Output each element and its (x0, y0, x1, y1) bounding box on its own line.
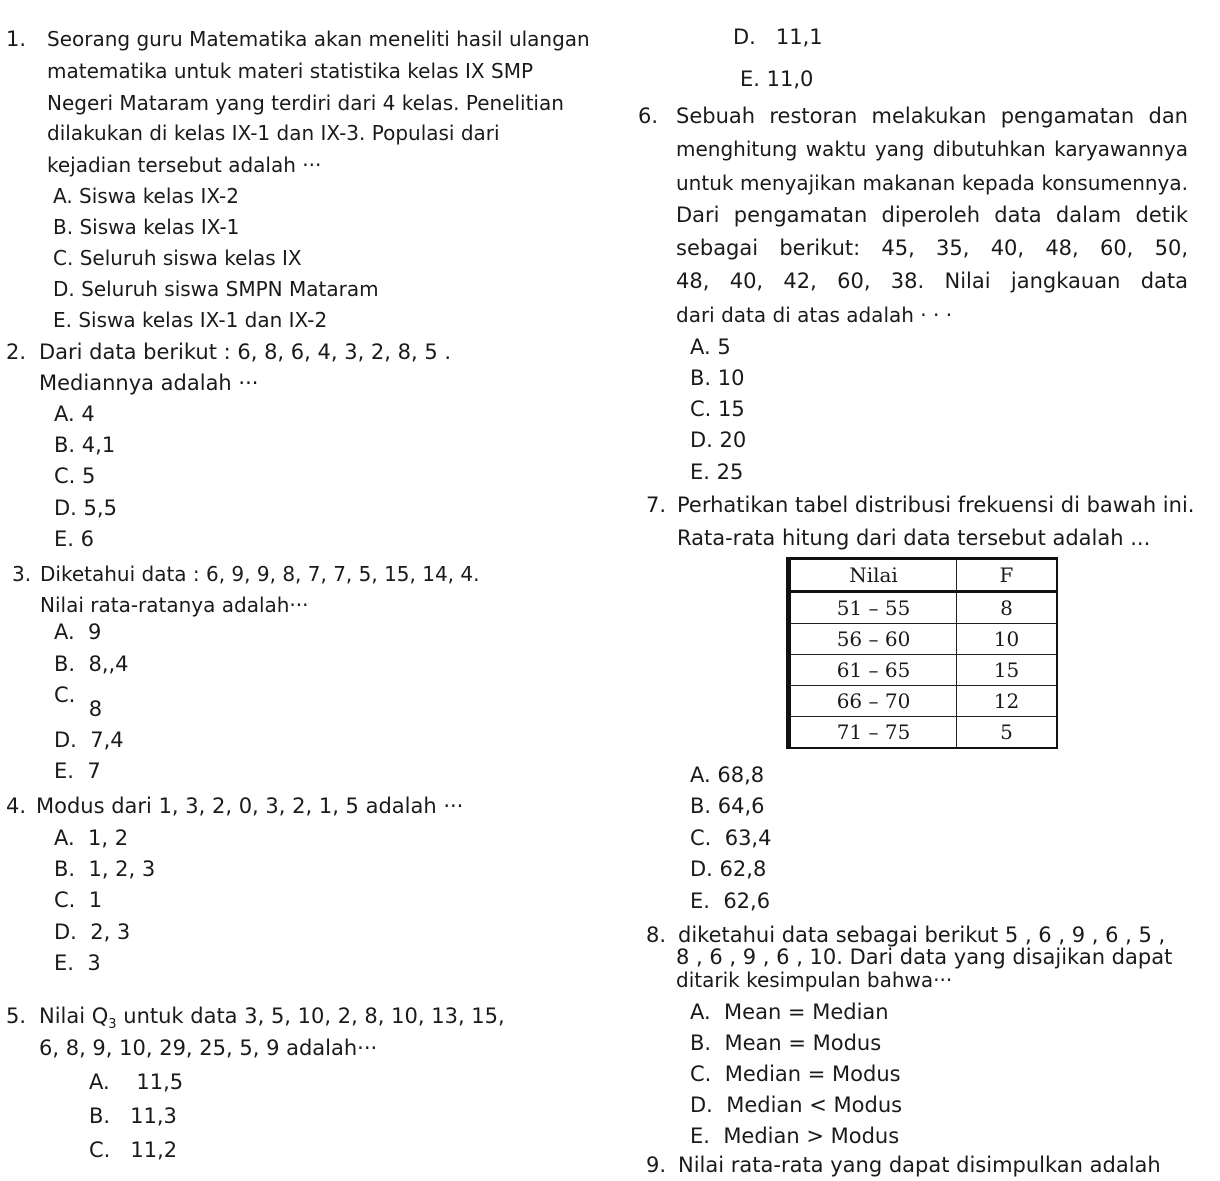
option-letter: C. (690, 826, 712, 850)
cell-nilai: 61 – 65 (789, 655, 957, 686)
question-number: 4. (6, 794, 27, 818)
option-c[interactable] (54, 885, 102, 916)
option-text: 5 (717, 335, 731, 359)
question-text-line: 6, 8, 9, 10, 29, 25, 5, 9 adalah··· (39, 1036, 378, 1060)
table-row (789, 717, 1058, 749)
option-text: 4,1 (81, 433, 116, 457)
option-d[interactable] (54, 493, 117, 524)
question-text-line: Perhatikan tabel distribusi frekuensi di bawah ini. (677, 493, 1195, 517)
option-e[interactable] (54, 524, 94, 555)
table-header-row (789, 559, 1058, 592)
option-d[interactable] (690, 425, 746, 456)
option-letter: A. (54, 402, 75, 426)
option-text: 7,4 (90, 728, 124, 752)
option-letter: A. (690, 335, 711, 359)
option-letter: E. (740, 67, 760, 91)
question-text-line: matematika untuk materi statistika kelas IX SMP (47, 59, 534, 83)
option-letter: D. (690, 857, 713, 881)
option-d[interactable] (54, 725, 124, 756)
option-text: 7 (87, 759, 101, 783)
option-text: 2, 3 (90, 920, 131, 944)
option-a[interactable] (54, 617, 101, 648)
option-text: 20 (719, 428, 747, 452)
option-text: 6 (80, 527, 95, 551)
option-e[interactable] (54, 756, 101, 787)
question-text-line: Diketahui data : 6, 9, 9, 8, 7, 7, 5, 15, 14, 4. (40, 562, 480, 586)
option-letter: C. (690, 1062, 712, 1086)
question-text-line: untuk menyajikan makanan kepada konsumennya. (676, 171, 1188, 195)
option-d[interactable] (690, 854, 766, 885)
option-e[interactable] (53, 305, 327, 336)
option-letter: E. (54, 527, 74, 551)
text-fragment: Nilai Q (39, 1004, 109, 1028)
cell-frequency: 12 (957, 686, 1058, 717)
option-letter: D. (54, 496, 77, 520)
option-letter: B. (690, 794, 712, 818)
option-letter: B. (89, 1104, 111, 1128)
option-c[interactable] (690, 823, 771, 854)
option-text: Median > Modus (723, 1124, 900, 1148)
option-letter: D. (54, 728, 77, 752)
cell-nilai: 71 – 75 (789, 717, 957, 749)
option-d[interactable] (690, 1090, 902, 1121)
option-c[interactable] (690, 1059, 901, 1090)
option-text: 8,,4 (88, 652, 129, 676)
question-number: 2. (6, 340, 27, 364)
option-text: 15 (718, 397, 745, 421)
option-letter: E. (690, 460, 710, 484)
option-a[interactable] (54, 823, 128, 854)
question-text-line: menghitung waktu yang dibutuhkan karyawannya (676, 137, 1188, 161)
cell-nilai: 56 – 60 (789, 624, 957, 655)
option-letter: B. (54, 652, 76, 676)
question-text-line: diketahui data sebagai berikut 5 , 6 , 9 , 6 , 5 , (678, 923, 1166, 947)
cell-frequency: 8 (957, 592, 1058, 624)
cell-frequency: 10 (957, 624, 1058, 655)
option-letter: E. (54, 759, 74, 783)
option-letter: C. (89, 1138, 111, 1162)
option-a[interactable] (690, 760, 764, 791)
question-number: 8. (646, 923, 667, 947)
option-a[interactable] (53, 181, 239, 212)
option-e[interactable] (690, 1121, 899, 1152)
option-d[interactable] (733, 22, 823, 53)
cell-frequency: 15 (957, 655, 1058, 686)
option-e[interactable] (740, 64, 813, 95)
option-text: 25 (716, 460, 744, 484)
question-number: 9. (646, 1153, 667, 1177)
question-text-line: Dari pengamatan diperoleh data dalam detik (676, 203, 1188, 227)
option-c[interactable] (690, 394, 745, 425)
option-letter: E. (54, 951, 74, 975)
option-letter: A. (690, 1000, 711, 1024)
option-letter: A. (54, 620, 75, 644)
option-text: Siswa kelas IX-1 dan IX-2 (78, 308, 328, 332)
question-text-line: sebagai berikut: 45, 35, 40, 48, 60, 50, (676, 236, 1188, 260)
question-text-line: Rata-rata hitung dari data tersebut adalah ... (677, 526, 1151, 550)
option-text: 5,5 (83, 496, 117, 520)
question-text-line: 8 , 6 , 9 , 6 , 10. Dari data yang disajikan dapat (676, 945, 1173, 969)
option-letter: D. (54, 920, 77, 944)
question-text-line: Mediannya adalah ··· (39, 371, 259, 395)
table-row (789, 592, 1058, 624)
question-text-line: Dari data berikut : 6, 8, 6, 4, 3, 2, 8, 5 . (39, 340, 452, 364)
option-e[interactable] (54, 948, 101, 979)
question-number: 5. (6, 1004, 27, 1028)
question-number: 3. (12, 562, 32, 586)
option-letter: D. (53, 277, 75, 301)
option-a[interactable] (690, 332, 731, 363)
question-text-line: dari data di atas adalah · · · (676, 303, 953, 327)
option-text: 1 (88, 888, 103, 912)
table-row (789, 655, 1058, 686)
question-number: 1. (6, 27, 27, 51)
option-letter: C. (54, 888, 76, 912)
option-text: 64,6 (717, 794, 765, 818)
option-c[interactable] (89, 1135, 177, 1166)
option-text: Seluruh siswa SMPN Mataram (81, 277, 379, 301)
option-letter: A. (53, 184, 73, 208)
option-text: 3 (87, 951, 101, 975)
table-row (789, 686, 1058, 717)
option-letter: B. (54, 857, 76, 881)
option-text: 10 (717, 366, 745, 390)
option-c[interactable] (54, 680, 103, 721)
option-text: 9 (88, 620, 102, 644)
option-b[interactable] (53, 212, 239, 243)
subscript: 3 (108, 1017, 117, 1033)
option-d[interactable] (53, 274, 379, 305)
option-text: 11,0 (766, 67, 814, 91)
question-text-line: Seorang guru Matematika akan meneliti hasil ulangan (47, 27, 590, 51)
option-text: Mean = Median (724, 1000, 889, 1024)
question-text-line: dilakukan di kelas IX-1 dan IX-3. Populasi dari (47, 121, 500, 145)
option-text: Siswa kelas IX-2 (79, 184, 239, 208)
option-e[interactable] (690, 886, 770, 917)
option-text: Median < Modus (726, 1093, 903, 1117)
option-text: 62,6 (723, 889, 771, 913)
option-text: 1, 2 (88, 826, 129, 850)
option-b[interactable] (89, 1101, 177, 1132)
option-c[interactable] (54, 461, 95, 492)
option-text: 11,2 (130, 1138, 178, 1162)
option-letter: C. (54, 464, 76, 488)
option-text: 68,8 (717, 763, 765, 787)
question-text-line: 48, 40, 42, 60, 38. Nilai jangkauan data (676, 269, 1188, 293)
text-fragment: untuk data 3, 5, 10, 2, 8, 10, 13, 15, (116, 1004, 505, 1028)
option-b[interactable] (690, 363, 745, 394)
question-text-line: Modus dari 1, 3, 2, 0, 3, 2, 1, 5 adalah ··· (36, 794, 464, 818)
question-text-line: Negeri Mataram yang terdiri dari 4 kelas. Penelitian (47, 91, 564, 115)
option-text: 4 (81, 402, 95, 426)
option-letter: A. (54, 826, 75, 850)
option-letter: B. (690, 1031, 712, 1055)
cell-nilai: 51 – 55 (789, 592, 957, 624)
table-row (789, 624, 1058, 655)
option-text: 63,4 (724, 826, 772, 850)
option-text: 11,3 (130, 1104, 177, 1128)
option-letter: B. (54, 433, 76, 457)
question-text-line: Sebuah restoran melakukan pengamatan dan (676, 104, 1188, 128)
option-letter: C. (690, 397, 712, 421)
column-header-f: F (957, 559, 1058, 592)
question-number: 7. (646, 493, 667, 517)
option-letter: E. (53, 308, 72, 332)
option-text: 11,1 (775, 25, 823, 49)
option-letter: B. (53, 215, 74, 239)
option-text: Mean = Modus (724, 1031, 882, 1055)
option-text: Median = Modus (724, 1062, 901, 1086)
question-text-line: kejadian tersebut adalah ··· (47, 153, 322, 177)
cell-nilai: 66 – 70 (789, 686, 957, 717)
question-text-line: Nilai rata-ratanya adalah··· (40, 593, 309, 617)
option-text: 11,5 (136, 1070, 184, 1094)
option-text: Seluruh siswa kelas IX (79, 246, 302, 270)
option-b[interactable] (54, 854, 155, 885)
option-a[interactable] (54, 399, 95, 430)
cell-frequency: 5 (957, 717, 1058, 749)
question-text-line: ditarik kesimpulan bahwa··· (676, 968, 953, 992)
option-c[interactable] (53, 243, 302, 274)
option-b[interactable] (54, 430, 115, 461)
column-header-nilai: Nilai (789, 559, 957, 592)
option-letter: C. (53, 246, 74, 270)
option-letter: D. (733, 25, 756, 49)
option-text: 62,8 (719, 857, 767, 881)
option-e[interactable] (690, 457, 743, 488)
option-letter: E. (690, 1124, 710, 1148)
option-letter: D. (690, 1093, 713, 1117)
option-letter: E. (690, 889, 710, 913)
option-b[interactable] (690, 1028, 881, 1059)
option-text: 8 (88, 697, 103, 721)
option-a[interactable] (690, 997, 889, 1028)
question-number: 6. (638, 104, 659, 128)
option-letter: B. (690, 366, 712, 390)
frequency-table (786, 557, 1058, 749)
option-text: 1, 2, 3 (88, 857, 156, 881)
option-b[interactable] (690, 791, 765, 822)
option-letter: D. (690, 428, 713, 452)
option-letter: A. (690, 763, 711, 787)
option-b[interactable] (54, 649, 129, 680)
option-d[interactable] (54, 917, 130, 948)
option-a[interactable] (89, 1067, 183, 1098)
option-text: 5 (82, 464, 96, 488)
option-text: Siswa kelas IX-1 (79, 215, 240, 239)
option-letter: C. (54, 683, 76, 707)
question-text-line: Nilai rata-rata yang dapat disimpulkan adalah (678, 1153, 1161, 1177)
option-letter: A. (89, 1070, 110, 1094)
